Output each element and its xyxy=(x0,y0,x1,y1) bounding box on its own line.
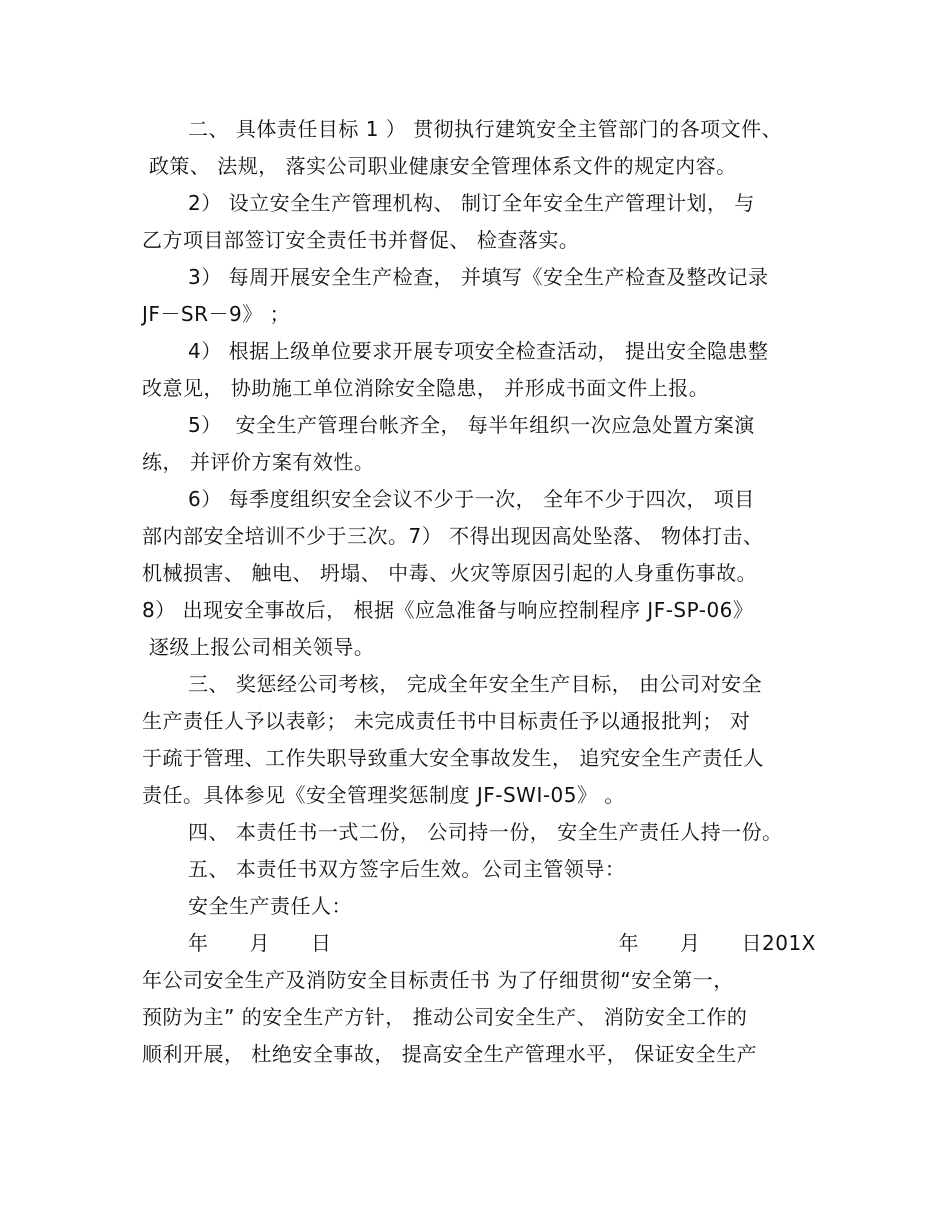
text-line: 8） 出现安全事故后， 根据《应急准备与响应控制程序 JF-SP-06》 xyxy=(142,598,754,622)
text-line: 安全生产责任人： xyxy=(188,894,352,918)
text-line: 责任。具体参见《安全管理奖惩制度 JF-SWI-05》 。 xyxy=(142,783,625,807)
text-line: 6） 每季度组织安全会议不少于一次， 全年不少于四次， 项目 xyxy=(188,487,755,511)
text-line: 2） 设立安全生产管理机构、 制订全年安全生产管理计划， 与 xyxy=(188,191,755,215)
text-line: 年公司安全生产及消防安全目标责任书 为了仔细贯彻“安全第一， xyxy=(142,968,734,992)
text-line: 五、 本责任书双方签字后生效。公司主管领导： xyxy=(188,857,626,881)
text-line: 机械损害、 触电、 坍塌、 中毒、火灾等原因引起的人身重伤事故。 xyxy=(142,561,758,585)
text-line: 练， 并评价方案有效性。 xyxy=(142,450,375,474)
text-line: 乙方项目部签订安全责任书并督促、 检查落实。 xyxy=(142,228,580,252)
text-line: 部内部安全培训不少于三次。7） 不得出现因高处坠落、 物体打击、 xyxy=(142,524,764,548)
text-line: 预防为主” 的安全生产方针， 推动公司安全生产、 消防安全工作的 xyxy=(142,1005,748,1029)
text-line: 5） 安全生产管理台帐齐全， 每半年组织一次应急处置方案演 xyxy=(188,413,755,437)
text-line: 三、 奖惩经公司考核， 完成全年安全生产目标， 由公司对安全 xyxy=(188,672,763,696)
text-line: 年 月 日 年 月 日201X xyxy=(188,931,816,955)
text-line: 改意见， 协助施工单位消除安全隐患， 并形成书面文件上报。 xyxy=(142,376,710,400)
text-line: JF－SR－9》 ； xyxy=(142,302,291,326)
text-line: 政策、 法规， 落实公司职业健康安全管理体系文件的规定内容。 xyxy=(142,154,737,178)
text-line: 生产责任人予以表彰； 未完成责任书中目标责任予以通报批判； 对 xyxy=(142,709,751,733)
text-line: 4） 根据上级单位要求开展专项安全检查活动， 提出安全隐患整 xyxy=(188,339,769,363)
text-line: 顺利开展， 杜绝安全事故， 提高安全生产管理水平， 保证安全生产 xyxy=(142,1042,758,1066)
text-line: 二、 具体责任目标 1 ） 贯彻执行建筑安全主管部门的各项文件、 xyxy=(188,117,783,141)
text-line: 逐级上报公司相关领导。 xyxy=(142,635,375,659)
text-line: 四、 本责任书一式二份， 公司持一份， 安全生产责任人持一份。 xyxy=(188,820,783,844)
text-line: 于疏于管理、工作失职导致重大安全事故发生， 追究安全生产责任人 xyxy=(142,746,764,770)
text-line: 3） 每周开展安全生产检查， 并填写《安全生产检查及整改记录 xyxy=(188,265,769,289)
